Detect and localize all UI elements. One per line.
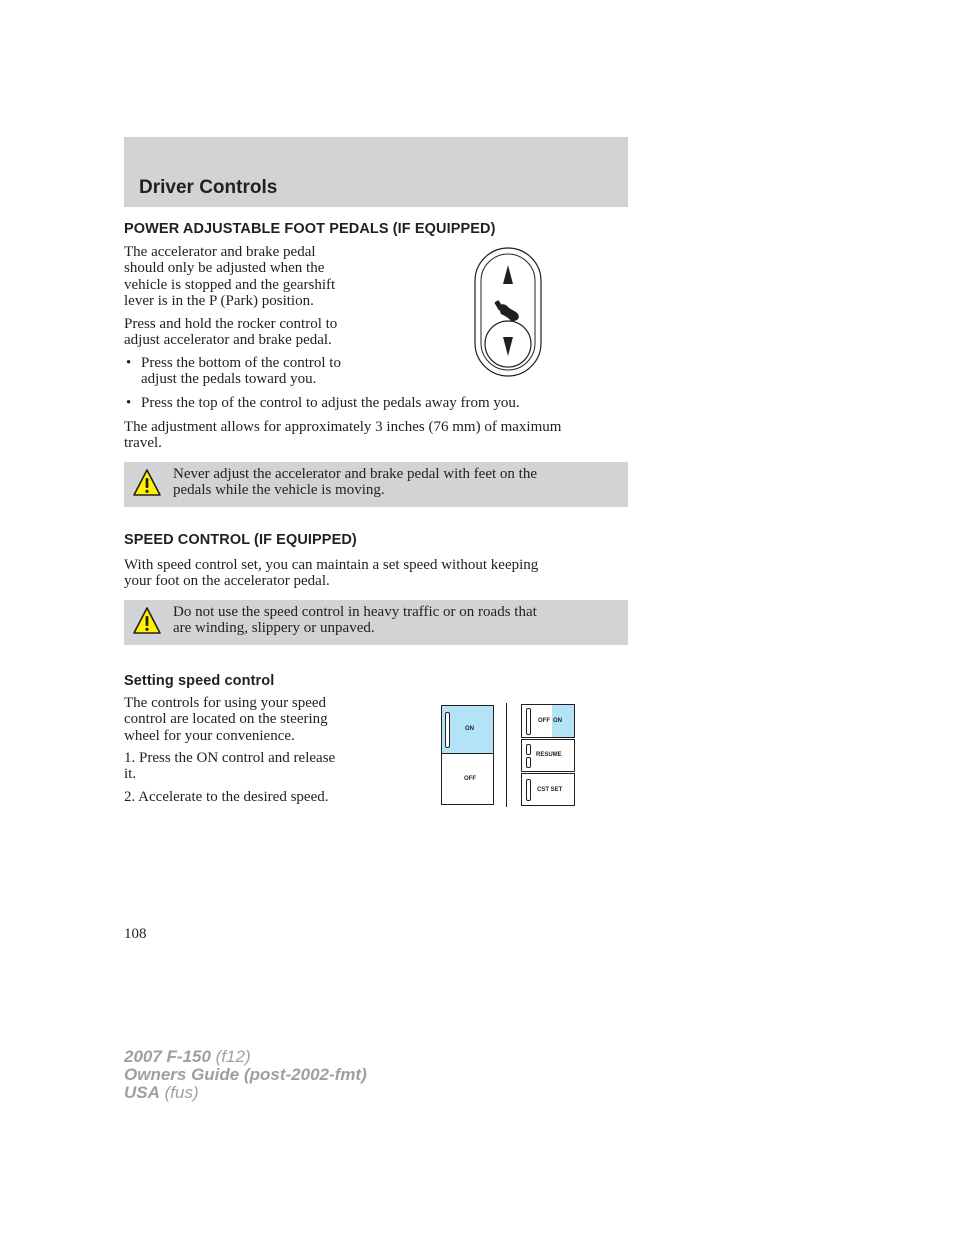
indicator-slot (526, 779, 531, 801)
text-line: Never adjust the accelerator and brake pedal with feet on the (173, 466, 537, 482)
text-line: should only be adjusted when the (124, 260, 325, 277)
text-line: lever is in the P (Park) position. (124, 292, 314, 309)
text-line: Do not use the speed control in heavy traffic or on roads that (173, 604, 537, 620)
text-line: pedals while the vehicle is moving. (173, 482, 385, 499)
on-label: ON (465, 726, 474, 732)
speed-warning-box (124, 600, 628, 645)
footer-line (124, 1066, 367, 1084)
bullet-item (124, 371, 414, 387)
text-line: vehicle is stopped and the gearshift (124, 276, 336, 293)
pedal-warning-box (124, 462, 628, 507)
text-line: travel. (124, 435, 162, 452)
warning-text (173, 604, 618, 637)
text-line: 2. Accelerate to the desired speed. (124, 789, 329, 805)
resume-button (521, 739, 575, 772)
footer-model: 2007 F-150 (124, 1047, 211, 1066)
bullet-icon: • (126, 395, 132, 411)
bullet-item (124, 395, 624, 411)
setting-step-1 (124, 750, 404, 783)
cst-set-button (521, 773, 575, 806)
off-label: OFF (538, 718, 550, 724)
text-line: Press the bottom of the control to (141, 355, 341, 371)
text-line: Press and hold the rocker control to (124, 316, 338, 332)
text-line: adjust the pedals toward you. (141, 371, 317, 388)
text-line: With speed control set, you can maintain a set speed without keeping (124, 557, 539, 573)
pedal-rocker-illustration (472, 246, 544, 378)
text-line: The controls for using your speed (124, 695, 327, 711)
speed-heading: SPEED CONTROL (IF EQUIPPED) (124, 532, 357, 548)
section-header-band (124, 137, 628, 207)
indicator-slot (526, 744, 531, 755)
footer-market-code: (fus) (159, 1083, 199, 1102)
speed-intro-paragraph (124, 557, 628, 590)
setting-intro-paragraph (124, 695, 404, 744)
section-title: Driver Controls (139, 177, 278, 198)
on-button (442, 706, 493, 754)
text-line: are winding, slippery or unpaved. (173, 620, 375, 637)
text-line: your foot on the accelerator pedal. (124, 573, 330, 590)
text-line: Press the top of the control to adjust the pedals away from you. (141, 395, 520, 411)
setting-step-2 (124, 789, 404, 805)
pedals-heading: POWER ADJUSTABLE FOOT PEDALS (IF EQUIPPED) (124, 221, 496, 237)
setting-heading: Setting speed control (124, 673, 275, 689)
warning-triangle-icon (132, 468, 162, 498)
indicator-slot (526, 757, 531, 768)
indicator-slot (526, 708, 531, 735)
text-line: 1. Press the ON control and release (124, 750, 336, 766)
bullet-icon: • (126, 355, 132, 371)
page-number: 108 (124, 926, 147, 942)
cst-set-label: CST SET (537, 787, 563, 793)
indicator-slot (445, 712, 450, 748)
off-on-button (521, 704, 575, 738)
text-line: wheel for your convenience. (124, 727, 295, 744)
speed-switch-left (441, 705, 494, 805)
text-line: The accelerator and brake pedal (124, 244, 316, 260)
pedals-bullet-1 (124, 355, 414, 388)
warning-text (173, 466, 618, 499)
footer-market: USA (124, 1083, 160, 1102)
text-line: The adjustment allows for approximately 3 inches (76 mm) of maximum (124, 419, 562, 435)
pedals-intro-paragraph (124, 244, 404, 309)
pedals-bullet-2 (124, 395, 624, 411)
footer-line (124, 1084, 367, 1102)
bullet-item (124, 355, 414, 371)
on-label: ON (553, 718, 562, 724)
illustration-divider (506, 703, 507, 807)
footer-line (124, 1048, 367, 1066)
text-line: it. (124, 766, 137, 783)
warning-triangle-icon (132, 606, 162, 636)
footer (124, 1048, 367, 1102)
text-line: adjust accelerator and brake pedal. (124, 332, 332, 349)
off-label: OFF (464, 776, 476, 782)
resume-label: RESUME (536, 752, 562, 758)
pedals-travel-paragraph (124, 419, 628, 452)
text-line: control are located on the steering (124, 711, 328, 728)
footer-guide: Owners Guide (post-2002-fmt) (124, 1065, 367, 1084)
pedals-press-paragraph (124, 316, 404, 349)
footer-model-code: (f12) (210, 1047, 251, 1066)
